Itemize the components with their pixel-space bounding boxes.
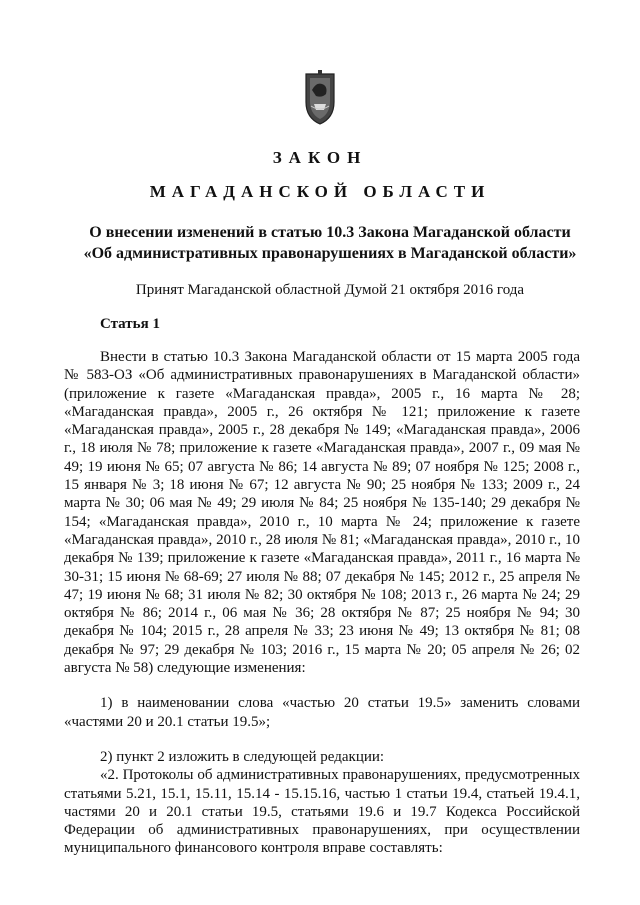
region-title: МАГАДАНСКОЙ ОБЛАСТИ xyxy=(149,182,491,201)
adoption-note: Принят Магаданской областной Думой 21 октября 2016 года xyxy=(135,282,525,298)
subtitle-line-1: О внесении изменений в статью 10.3 Закона Магаданской области xyxy=(89,224,571,241)
law-title: ЗАКОН xyxy=(272,148,368,167)
article-heading: Статья 1 xyxy=(100,316,160,332)
law-subtitle xyxy=(60,222,600,264)
subtitle-line-2: «Об административных правонарушениях в Магаданской области» xyxy=(83,245,577,262)
article-body xyxy=(64,348,580,858)
coat-of-arms-icon xyxy=(302,68,338,126)
paragraph-item-2: 2) пункт 2 изложить в следующей редакции: xyxy=(100,748,385,765)
paragraph-quote: «2. Протоколы об административных правонарушениях, предусмотренных статьями 5.21, 15.1, 15.11, 15.14 - 15.15.16, частью 1 статьи 19.4, статьей 19.4.1, частями 20 и 20.1 статьи 19.5, статьями 19.6 и 19.7 Кодекса Российской Федерации об административных правонарушениях, при осуществлении муниципального финансового контроля вправе составлять: xyxy=(64,767,580,857)
paragraph-item-1: 1) в наименовании слова «частью 20 статьи 19.5» заменить словами «частями 20 и 20.1 статьи 19.5»; xyxy=(64,695,580,730)
paragraph-intro: Внести в статью 10.3 Закона Магаданской области от 15 марта 2005 года № 583-ОЗ «Об административных правонарушениях в Магаданской области» (приложение к газете «Магаданская правда», 2005 г., 16 марта № 28; «Магаданская правда», 2005 г., 26 октября № 121; приложение к газете «Магаданская правда», 2005 г., 28 декабря № 149; «Магаданская правда», 2006 г., 18 июля № 78; приложение к газете «Магаданская правда», 2007 г., 09 мая № 49; 19 июня № 65; 07 августа № 86; 14 августа № 89; 07 ноября № 125; 2008 г., 15 января № 3; 18 июня № 67; 12 августа № 90; 25 ноября № 133; 2009 г., 24 марта № 30; 06 мая № 49; 29 июля № 84; 25 ноября № 135-140; 29 декабря № 154; «Магаданская правда», 2010 г., 10 марта № 24; приложение к газете «Магаданская правда», 2010 г., 28 июля № 81; «Магаданская правда», 2010 г., 10 декабря № 139; приложение к газете «Магаданская правда», 2011 г., 16 марта № 30-31; 15 июня № 68-69; 27 июля № 88; 07 декабря № 145; 2012 г., 25 апреля № 47; 19 июня № 68; 31 июля № 82; 30 октября № 108; 2013 г., 26 марта № 24; 29 октября № 86; 2014 г., 06 мая № 36; 28 октября № 87; 25 ноября № 94; 30 декабря № 104; 2015 г., 28 апреля № 33; 23 июня № 49; 13 октября № 81; 08 декабря № 97; 29 декабря № 103; 2016 г., 15 марта № 20; 05 апреля № 26; 02 августа № 58) следующие изменения: xyxy=(64,349,580,677)
